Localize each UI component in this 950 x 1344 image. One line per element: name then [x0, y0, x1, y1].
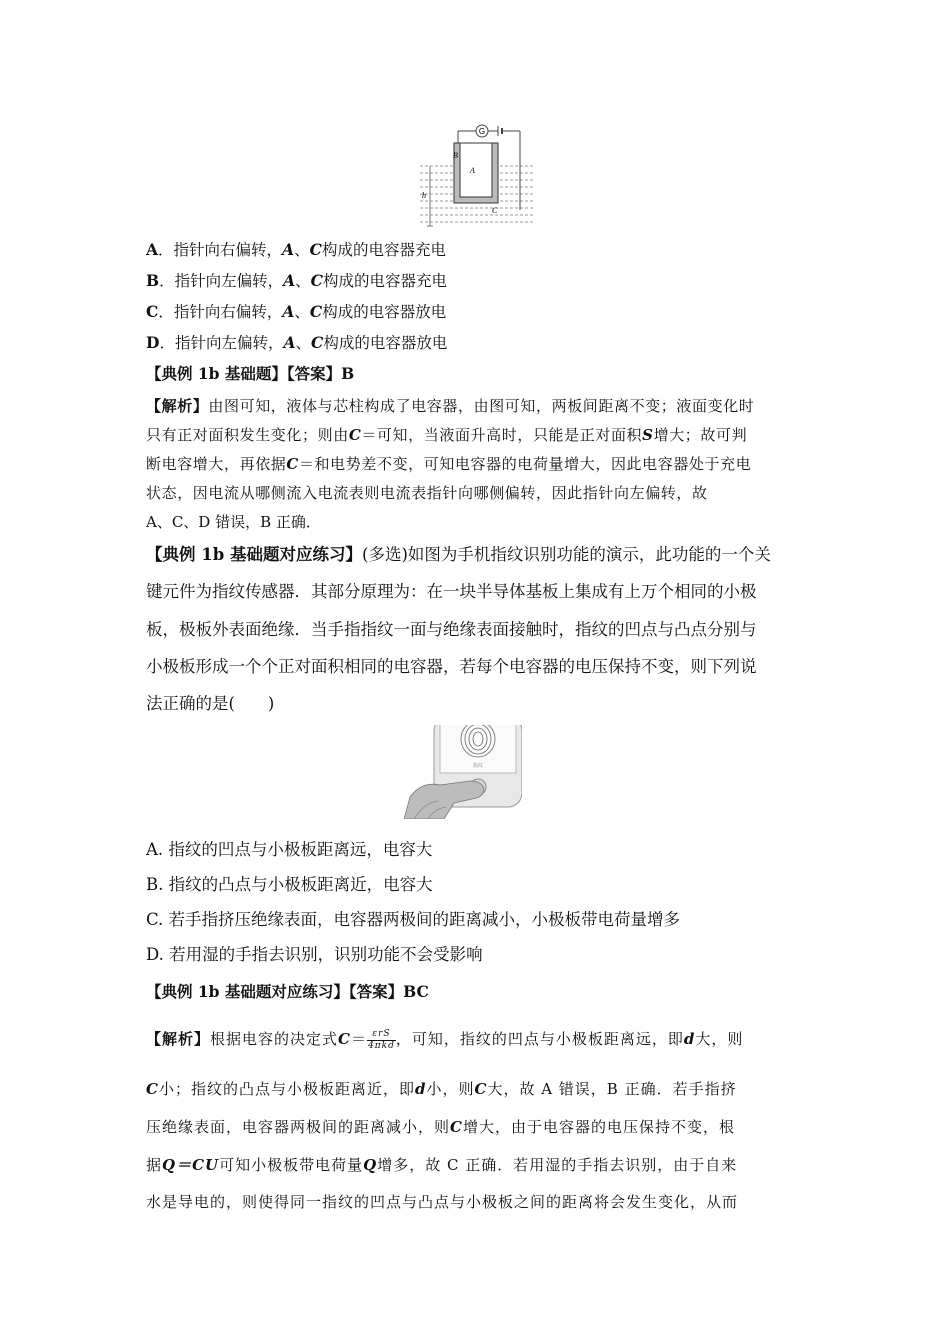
label-b: B — [453, 151, 458, 160]
q2-analysis-line1: 【解析】根据电容的决定式C＝ $\frac{\text{εrS}}{\text{4πkd}}$ ，可知，指纹的凹点与小极板距离远，即d大，则 — [146, 1028, 744, 1051]
q1-analysis-line2: 只有正对面积发生变化；则由C＝可知，当液面升高时，只能是正对面积S增大；故可判 — [146, 426, 748, 444]
q2-stem-line4: 小极板形成一个个正对面积相同的电容器，若每个电容器的电压保持不变，则下列说 — [146, 657, 757, 676]
q1-analysis-line1: 【解析】由图可知，液体与芯柱构成了电容器，由图可知，两板间距离不变；液面变化时 — [146, 397, 755, 415]
q2-option-c: C. 若手指挤压绝缘表面，电容器两极间的距离减小，小极板带电荷量增多 — [146, 910, 681, 929]
q1-analysis-line3: 断电容增大，再依据C＝和电势差不变，可知电容器的电荷量增大，因此电容器处于充电 — [146, 455, 752, 473]
q1-option-d: D．指针向左偏转，A、C构成的电容器放电 — [146, 333, 448, 352]
q2-analysis-line3: 压绝缘表面，电容器两极间的距离减小，则C增大，由于电容器的电压保持不变，根 — [146, 1118, 735, 1136]
q2-analysis-line2: C小；指纹的凸点与小极板距离近，即d小，则C大，故 A 错误，B 正确．若手指挤 — [146, 1080, 737, 1098]
q2-stem-line2: 键元件为指纹传感器．其部分原理为：在一块半导体基板上集成有上万个相同的小极 — [146, 582, 757, 601]
phone-fingerprint-figure — [404, 725, 522, 819]
q1-option-a: A．指针向右偏转，A、C构成的电容器充电 — [146, 240, 446, 259]
q2-option-d: D. 若用湿的手指去识别，识别功能不会受影响 — [146, 945, 483, 964]
label-c: C — [492, 206, 498, 215]
q2-stem-line3: 板，极板外表面绝缘．当手指指纹一面与绝缘表面接触时，指纹的凹点与凸点分别与 — [146, 620, 757, 639]
capacitance-formula: $\frac{\text{εrS}}{\text{4πkd}}$ — [368, 1028, 395, 1051]
q1-option-b: B．指针向左偏转，A、C构成的电容器充电 — [146, 271, 448, 290]
q2-analysis-line5: 水是导电的，则使得同一指纹的凹点与凸点与小极板之间的距离将会发生变化，从而 — [146, 1193, 739, 1211]
q2-option-b: B. 指纹的凸点与小极板距离近，电容大 — [146, 875, 433, 894]
q2-answer: 【典例 1b 基础题对应练习】【答案】BC — [146, 982, 429, 1001]
q2-option-a: A. 指纹的凹点与小极板距离远，电容大 — [146, 840, 433, 859]
q2-stem-line5: 法正确的是( ) — [146, 694, 275, 713]
capacitor-liquid-diagram — [418, 118, 536, 230]
label-a: A — [470, 166, 475, 175]
q1-option-c: C．指针向右偏转，A、C构成的电容器放电 — [146, 302, 447, 321]
q1-answer: 【典例 1b 基础题】【答案】B — [146, 364, 355, 383]
galvanometer-label: G — [478, 127, 486, 136]
q1-analysis-line5: A、C、D 错误，B 正确． — [146, 513, 321, 531]
q1-analysis-line4: 状态，因电流从哪侧流入电流表则电流表指针向哪侧偏转，因此指针向左偏转，故 — [146, 484, 708, 502]
screen-label: 指纹 — [472, 763, 484, 769]
q2-stem-line1: 【典例 1b 基础题对应练习】(多选)如图为手机指纹识别功能的演示，此功能的一个关 — [146, 545, 771, 564]
q2-analysis-line4: 据Q＝CU可知小极板带电荷量Q增多，故 C 正确．若用湿的手指去识别，由于自来 — [146, 1156, 738, 1174]
label-h: h — [422, 191, 426, 200]
